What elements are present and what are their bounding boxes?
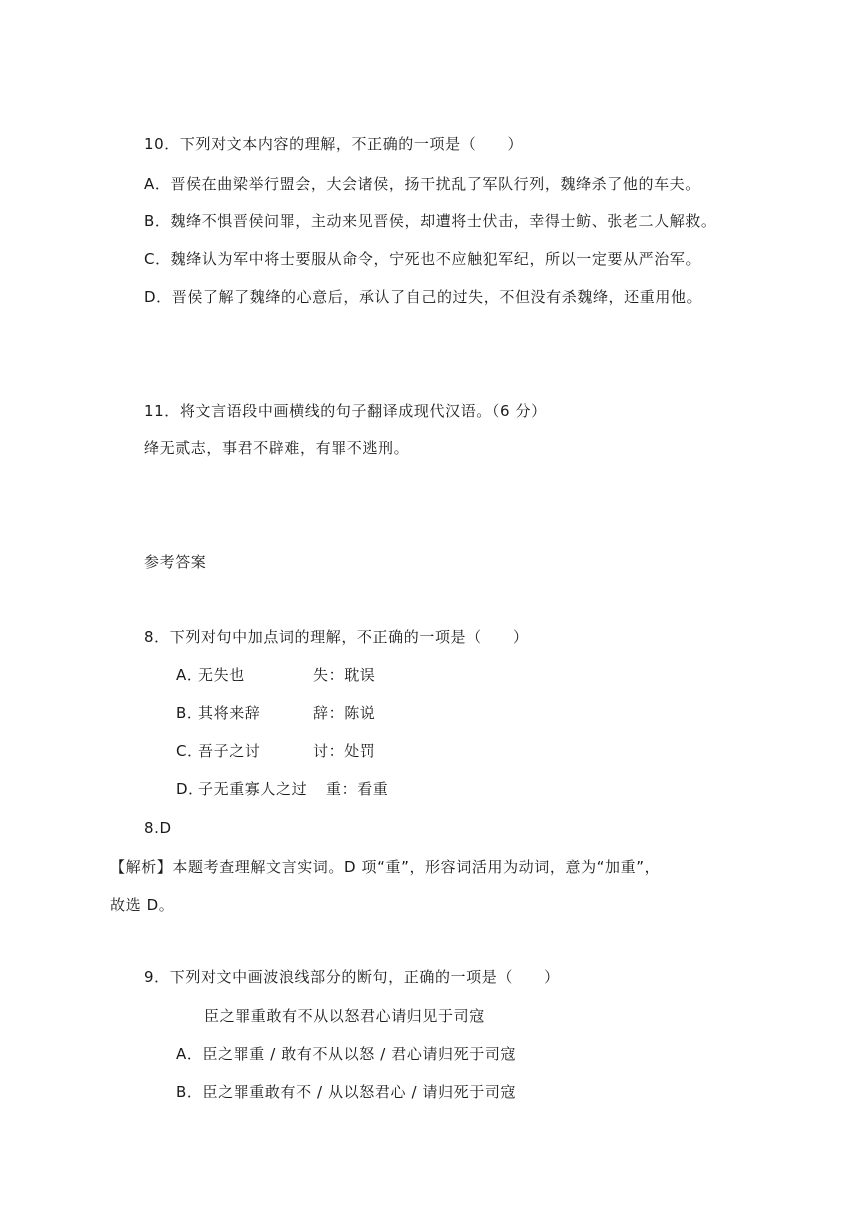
option-phrase: 子无重寡人之过 (198, 780, 308, 798)
q9-option-b: B．臣之罪重敢有不 / 从以怒君心 / 请归死于司寇 (176, 1083, 517, 1101)
option-phrase: 无失也 (198, 666, 245, 684)
q10-option-a: A．晋侯在曲梁举行盟会，大会诸侯，扬干扰乱了军队行列，魏绛杀了他的车夫。 (144, 175, 701, 193)
option-meaning: 失：耽误 (313, 666, 376, 684)
q8-answer: 8.D (144, 819, 172, 837)
q10-option-d: D．晋侯了解了魏绛的心意后，承认了自己的过失，不但没有杀魏绛，还重用他。 (144, 288, 703, 306)
q10-stem: 10．下列对文本内容的理解，不正确的一项是（ ） (144, 135, 524, 153)
option-label: D． (176, 780, 204, 798)
q10-option-c: C．魏绛认为军中将士要服从命令，宁死也不应触犯军纪，所以一定要从严治军。 (144, 250, 702, 268)
q8-option-a (176, 665, 375, 685)
answers-heading: 参考答案 (144, 553, 207, 571)
q8-analysis-line1: 【解析】本题考查理解文言实词。D 项“重”，形容词活用为动词，意为“加重”， (110, 858, 661, 876)
option-meaning: 讨：处罚 (313, 742, 376, 760)
option-label: B． (176, 704, 203, 722)
option-meaning: 辞：陈说 (313, 704, 376, 722)
option-phrase: 吾子之讨 (198, 742, 261, 760)
q8-stem: 8．下列对句中加点词的理解，不正确的一项是（ ） (144, 628, 529, 646)
q11-sentence: 绛无贰志，事君不辟难，有罪不逃刑。 (144, 439, 410, 457)
option-meaning: 重：看重 (326, 780, 389, 798)
option-label: C． (176, 742, 203, 760)
q9-option-a: A．臣之罪重 / 敢有不从以怒 / 君心请归死于司寇 (176, 1045, 517, 1063)
option-phrase: 其将来辞 (198, 704, 261, 722)
q9-stem: 9．下列对文中画波浪线部分的断句，正确的一项是（ ） (144, 968, 560, 986)
q8-option-d (176, 779, 388, 799)
q8-option-b (176, 703, 375, 723)
q8-option-c (176, 741, 375, 761)
q11-stem: 11．将文言语段中画横线的句子翻译成现代汉语。（6 分） (144, 402, 547, 420)
q10-option-b: B．魏绛不惧晋侯问罪，主动来见晋侯，却遭将士伏击，幸得士鲂、张老二人解救。 (144, 212, 717, 230)
q8-analysis-line2: 故选 D。 (110, 896, 175, 914)
q9-passage: 臣之罪重敢有不从以怒君心请归见于司寇 (204, 1007, 485, 1025)
option-label: A． (176, 666, 203, 684)
